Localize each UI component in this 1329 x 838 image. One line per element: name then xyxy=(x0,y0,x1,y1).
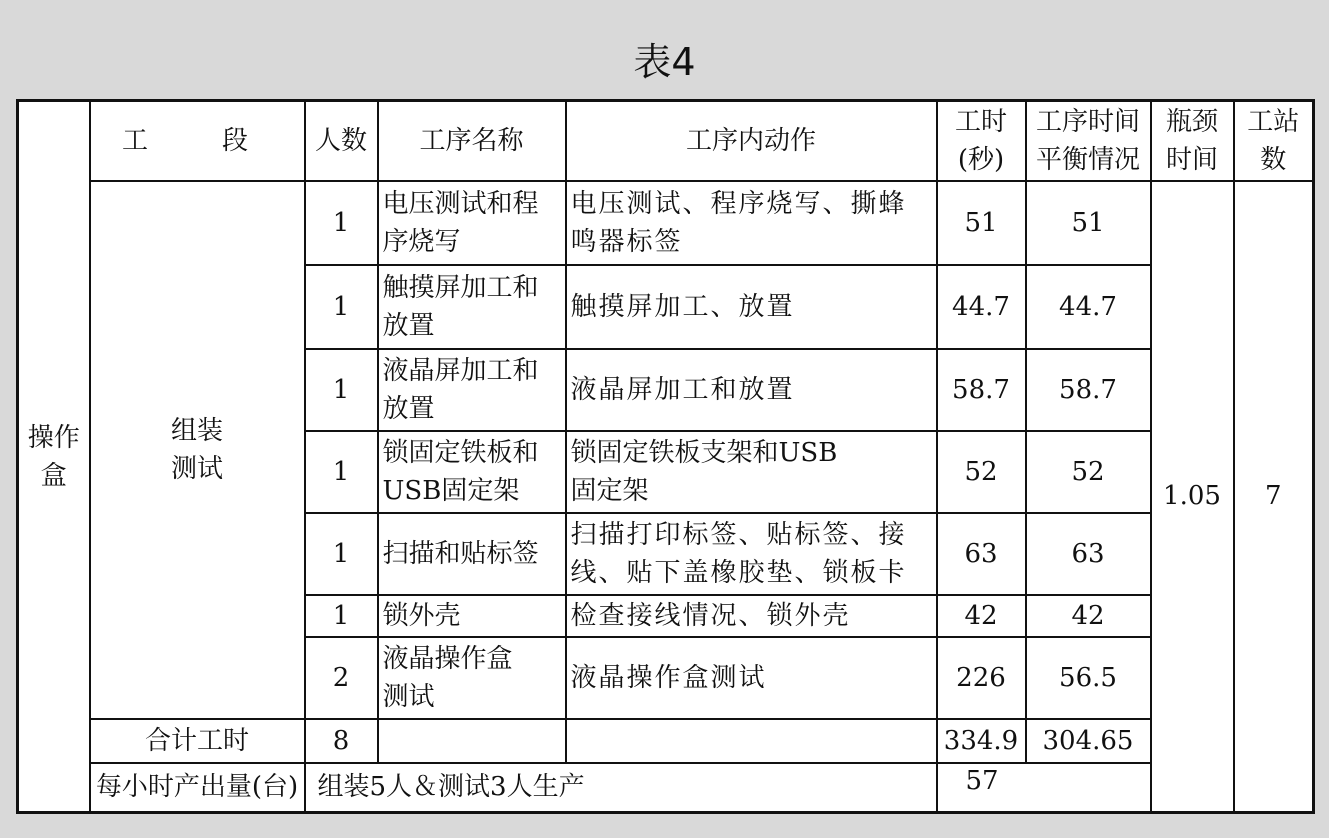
header-stations xyxy=(1234,101,1314,181)
header-people: 人数 xyxy=(305,101,378,181)
row-action-line2: 固定架 xyxy=(570,475,649,506)
stage-label-line2: 测试 xyxy=(170,453,223,484)
header-stations-line2: 数 xyxy=(1260,144,1287,175)
row-people: 1 xyxy=(305,265,378,349)
row-name-line1: 扫描和贴标签 xyxy=(382,538,539,569)
product-label-line1: 操作 xyxy=(27,422,80,453)
header-section: 工 段 xyxy=(90,101,305,181)
header-process-action: 工序内动作 xyxy=(566,101,937,181)
row-name-line1: 触摸屏加工和 xyxy=(382,272,539,303)
header-balance-line2: 平衡情况 xyxy=(1035,144,1140,175)
row-process-name xyxy=(378,513,566,595)
row-name-line2: USB固定架 xyxy=(382,475,520,506)
header-bottleneck xyxy=(1151,101,1234,181)
row-balance: 51 xyxy=(1026,181,1151,265)
header-time xyxy=(937,101,1026,181)
row-time: 44.7 xyxy=(937,265,1026,349)
row-time: 58.7 xyxy=(937,349,1026,431)
row-balance: 56.5 xyxy=(1026,637,1151,719)
row-action-line1: 锁固定铁板支架和USB xyxy=(570,437,838,468)
total-row xyxy=(18,719,1314,763)
row-name-line2: 测试 xyxy=(382,681,435,712)
row-action-line1: 液晶屏加工和放置 xyxy=(570,374,795,405)
table-row xyxy=(18,181,1314,265)
output-note: 组装5人＆测试3人生产 xyxy=(305,763,937,813)
row-name-line2: 放置 xyxy=(382,310,435,341)
output-label: 每小时产出量(台) xyxy=(90,763,305,813)
row-time: 63 xyxy=(937,513,1026,595)
bottleneck-value: 1.05 xyxy=(1151,181,1234,813)
row-process-action xyxy=(566,513,937,595)
output-row xyxy=(18,763,1314,813)
row-process-name xyxy=(378,349,566,431)
row-name-line2: 序烧写 xyxy=(382,226,461,257)
row-process-action xyxy=(566,595,937,637)
row-process-action xyxy=(566,637,937,719)
row-time: 52 xyxy=(937,431,1026,513)
header-row xyxy=(18,101,1314,181)
row-time: 42 xyxy=(937,595,1026,637)
header-time-line1: 工时 xyxy=(954,106,1007,137)
table-title: 表4 xyxy=(633,40,696,84)
row-process-action xyxy=(566,265,937,349)
row-name-line1: 锁固定铁板和 xyxy=(382,437,539,468)
output-value: 57 xyxy=(937,763,1151,813)
row-action-line1: 触摸屏加工、放置 xyxy=(570,291,795,322)
row-name-line1: 液晶屏加工和 xyxy=(382,355,539,386)
row-process-name xyxy=(378,265,566,349)
row-people: 1 xyxy=(305,181,378,265)
row-balance: 52 xyxy=(1026,431,1151,513)
product-cell xyxy=(18,101,90,813)
row-action-line2: 线、贴下盖橡胶垫、锁板卡 xyxy=(570,557,907,588)
process-balance-table xyxy=(16,99,1315,814)
row-name-line1: 液晶操作盒 xyxy=(382,643,513,674)
row-action-line2: 鸣器标签 xyxy=(570,226,683,257)
header-stations-line1: 工站 xyxy=(1247,106,1300,137)
row-name-line2: 放置 xyxy=(382,393,435,424)
stations-value: 7 xyxy=(1234,181,1314,813)
row-balance: 58.7 xyxy=(1026,349,1151,431)
row-balance: 42 xyxy=(1026,595,1151,637)
row-process-action xyxy=(566,431,937,513)
row-time: 51 xyxy=(937,181,1026,265)
row-name-line1: 锁外壳 xyxy=(382,600,461,631)
row-process-action xyxy=(566,181,937,265)
row-people: 1 xyxy=(305,349,378,431)
header-balance-line1: 工序时间 xyxy=(1035,106,1140,137)
row-process-name xyxy=(378,637,566,719)
row-action-line1: 液晶操作盒测试 xyxy=(570,662,767,693)
row-balance: 44.7 xyxy=(1026,265,1151,349)
stage-cell xyxy=(90,181,305,719)
header-process-name: 工序名称 xyxy=(378,101,566,181)
row-process-name xyxy=(378,595,566,637)
row-balance: 63 xyxy=(1026,513,1151,595)
row-people: 1 xyxy=(305,595,378,637)
header-balance xyxy=(1026,101,1151,181)
total-empty-action xyxy=(566,719,937,763)
row-process-action xyxy=(566,349,937,431)
stage-label-line1: 组装 xyxy=(170,415,223,446)
row-people: 1 xyxy=(305,431,378,513)
total-label: 合计工时 xyxy=(90,719,305,763)
row-process-name xyxy=(378,181,566,265)
row-name-line1: 电压测试和程 xyxy=(382,188,539,219)
row-people: 1 xyxy=(305,513,378,595)
row-process-name xyxy=(378,431,566,513)
total-balance: 304.65 xyxy=(1026,719,1151,763)
row-action-line1: 电压测试、程序烧写、撕蜂 xyxy=(570,188,907,219)
header-bottleneck-line2: 时间 xyxy=(1165,144,1218,175)
row-action-line1: 扫描打印标签、贴标签、接 xyxy=(570,519,907,550)
total-empty-name xyxy=(378,719,566,763)
product-label-line2: 盒 xyxy=(40,460,67,491)
header-time-line2: (秒) xyxy=(957,144,1005,175)
row-time: 226 xyxy=(937,637,1026,719)
row-people: 2 xyxy=(305,637,378,719)
total-time: 334.9 xyxy=(937,719,1026,763)
total-people: 8 xyxy=(305,719,378,763)
row-action-line1: 检查接线情况、锁外壳 xyxy=(570,600,851,631)
header-bottleneck-line1: 瓶颈 xyxy=(1165,106,1218,137)
